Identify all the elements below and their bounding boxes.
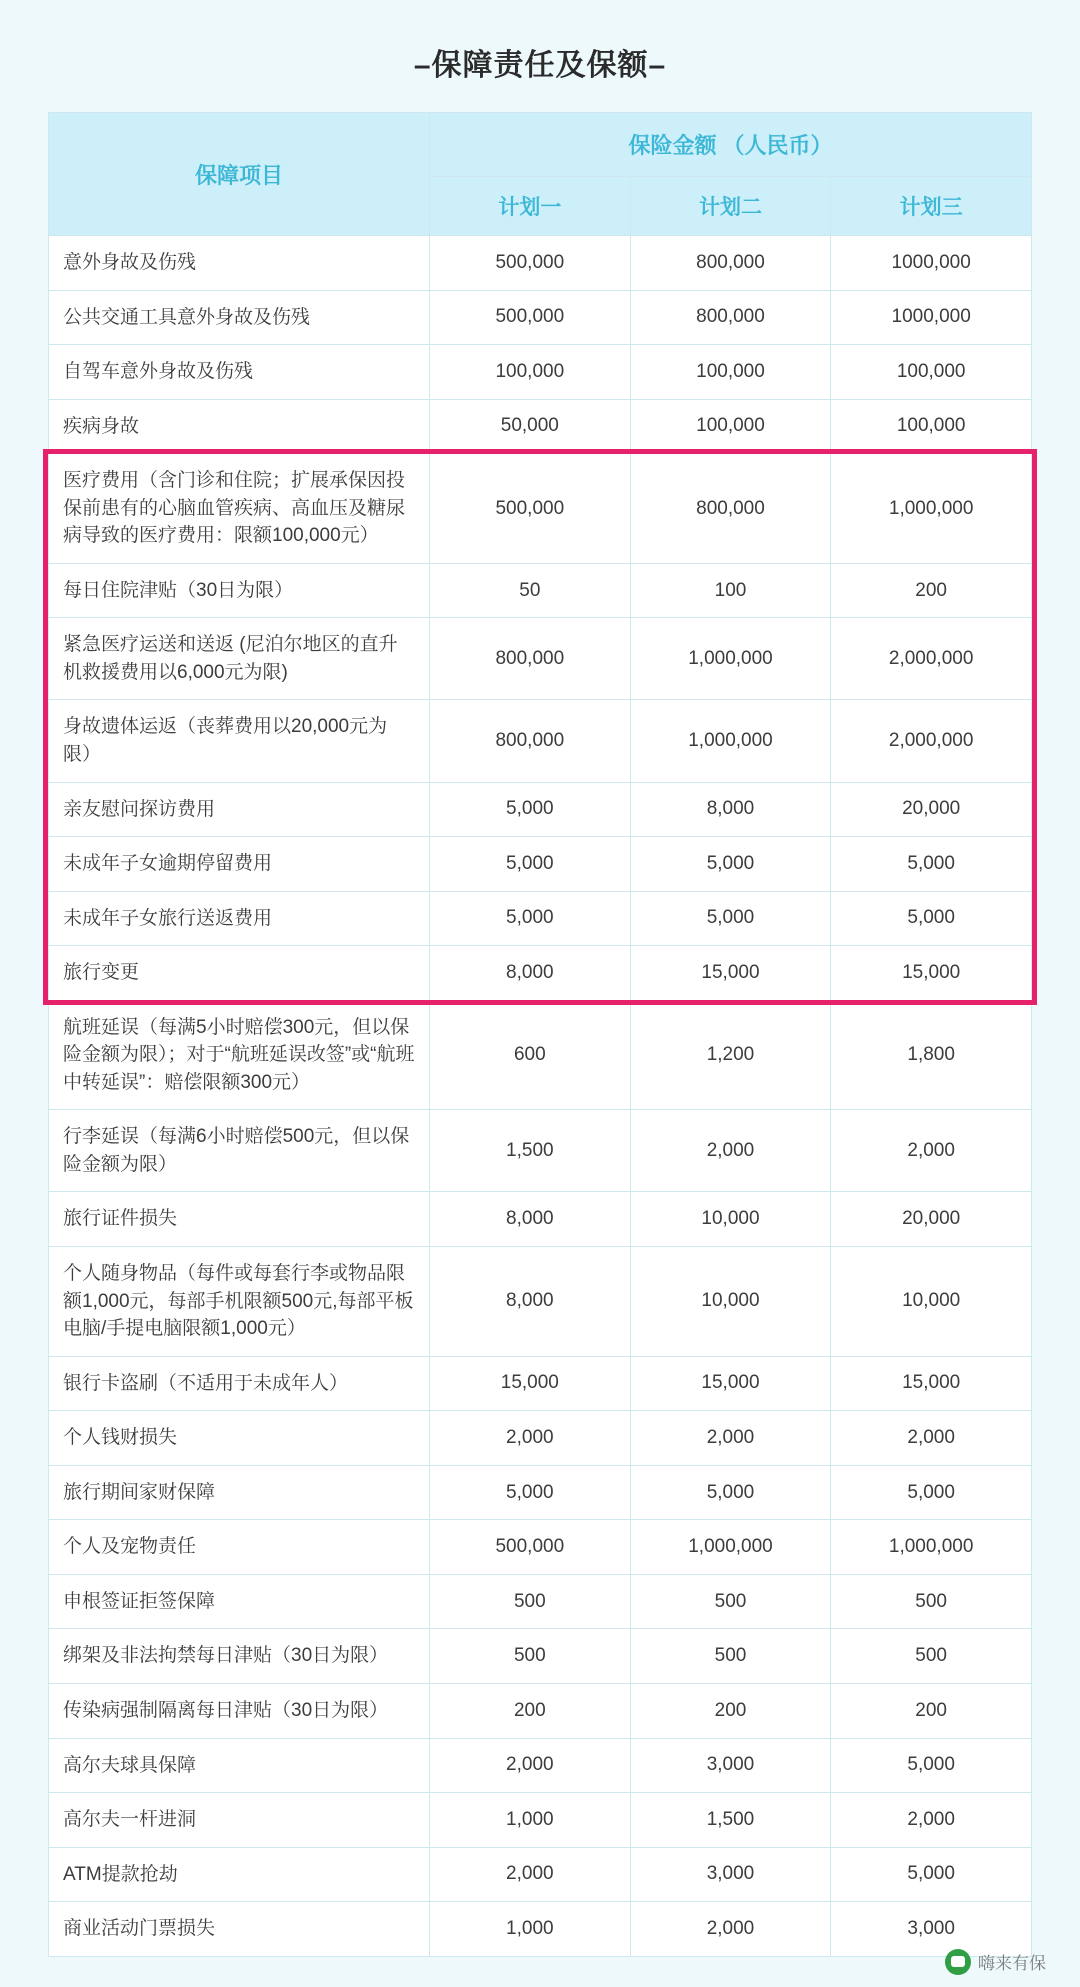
benefit-amount-plan-1: 1,000 (430, 1793, 631, 1848)
benefit-item-label: 个人钱财损失 (49, 1411, 430, 1466)
benefit-amount-plan-1: 800,000 (430, 618, 631, 700)
column-header-plan-3: 计划三 (831, 177, 1032, 236)
benefit-amount-plan-2: 15,000 (630, 946, 831, 1001)
benefit-item-label: 每日住院津贴（30日为限） (49, 563, 430, 618)
table-row (49, 1000, 1032, 1110)
table-row (49, 1683, 1032, 1738)
benefit-amount-plan-2: 15,000 (630, 1356, 831, 1411)
benefit-item-label: 银行卡盗刷（不适用于未成年人） (49, 1356, 430, 1411)
benefit-amount-plan-2: 1,500 (630, 1793, 831, 1848)
benefit-amount-plan-3: 2,000 (831, 1411, 1032, 1466)
benefit-amount-plan-3: 1,800 (831, 1000, 1032, 1110)
benefit-amount-plan-2: 10,000 (630, 1247, 831, 1357)
table-row (49, 1847, 1032, 1902)
benefit-amount-plan-1: 50 (430, 563, 631, 618)
benefit-amount-plan-3: 500 (831, 1629, 1032, 1684)
benefit-amount-plan-2: 100,000 (630, 399, 831, 454)
benefit-amount-plan-3: 500 (831, 1574, 1032, 1629)
benefit-amount-plan-2: 200 (630, 1683, 831, 1738)
benefit-item-label: 紧急医疗运送和送返 (尼泊尔地区的直升机救援费用以6,000元为限) (49, 618, 430, 700)
column-header-amount: 保险金额 （人民币） (430, 113, 1032, 177)
benefit-item-label: 身故遗体运返（丧葬费用以20,000元为限） (49, 700, 430, 782)
table-row (49, 891, 1032, 946)
table-row (49, 1902, 1032, 1957)
benefit-amount-plan-2: 1,000,000 (630, 1520, 831, 1575)
table-row (49, 1793, 1032, 1848)
benefit-amount-plan-2: 800,000 (630, 236, 831, 291)
table-row (49, 1110, 1032, 1192)
benefit-amount-plan-2: 1,000,000 (630, 700, 831, 782)
page-title: –保障责任及保额– (413, 49, 667, 82)
benefit-amount-plan-3: 15,000 (831, 946, 1032, 1001)
benefit-amount-plan-3: 15,000 (831, 1356, 1032, 1411)
benefit-amount-plan-3: 1,000,000 (831, 454, 1032, 564)
benefit-item-label: 疾病身故 (49, 399, 430, 454)
benefit-table (48, 112, 1032, 1957)
benefit-amount-plan-1: 15,000 (430, 1356, 631, 1411)
benefit-amount-plan-3: 20,000 (831, 782, 1032, 837)
benefit-amount-plan-2: 800,000 (630, 454, 831, 564)
benefit-amount-plan-1: 5,000 (430, 1465, 631, 1520)
benefit-item-label: 公共交通工具意外身故及伤残 (49, 290, 430, 345)
benefit-amount-plan-1: 1,500 (430, 1110, 631, 1192)
benefit-amount-plan-1: 500 (430, 1574, 631, 1629)
benefit-amount-plan-3: 200 (831, 1683, 1032, 1738)
benefit-amount-plan-3: 3,000 (831, 1902, 1032, 1957)
table-row (49, 1738, 1032, 1793)
benefit-item-label: 个人随身物品（每件或每套行李或物品限额1,000元，每部手机限额500元,每部平板电脑/手提电脑限额1,000元） (49, 1247, 430, 1357)
benefit-amount-plan-2: 5,000 (630, 891, 831, 946)
benefit-amount-plan-1: 8,000 (430, 946, 631, 1001)
table-row (49, 782, 1032, 837)
table-row (49, 1574, 1032, 1629)
benefit-amount-plan-3: 100,000 (831, 345, 1032, 400)
benefit-amount-plan-1: 500,000 (430, 236, 631, 291)
table-body (49, 236, 1032, 1957)
table-row (49, 454, 1032, 564)
column-header-plan-2: 计划二 (630, 177, 831, 236)
wechat-icon (945, 1949, 971, 1975)
benefit-amount-plan-2: 800,000 (630, 290, 831, 345)
column-header-plan-1: 计划一 (430, 177, 631, 236)
table-row (49, 399, 1032, 454)
benefit-amount-plan-3: 100,000 (831, 399, 1032, 454)
benefit-amount-plan-3: 20,000 (831, 1192, 1032, 1247)
benefit-amount-plan-1: 500,000 (430, 290, 631, 345)
benefit-amount-plan-3: 5,000 (831, 1738, 1032, 1793)
benefit-table-wrapper (48, 112, 1032, 1957)
benefit-item-label: 高尔夫球具保障 (49, 1738, 430, 1793)
table-row (49, 837, 1032, 892)
benefit-amount-plan-1: 800,000 (430, 700, 631, 782)
benefit-amount-plan-1: 2,000 (430, 1738, 631, 1793)
table-row (49, 1520, 1032, 1575)
benefit-item-label: 自驾车意外身故及伤残 (49, 345, 430, 400)
benefit-amount-plan-3: 2,000,000 (831, 618, 1032, 700)
benefit-item-label: 未成年子女逾期停留费用 (49, 837, 430, 892)
benefit-item-label: 申根签证拒签保障 (49, 1574, 430, 1629)
benefit-amount-plan-2: 2,000 (630, 1902, 831, 1957)
benefit-amount-plan-3: 1000,000 (831, 290, 1032, 345)
benefit-item-label: 绑架及非法拘禁每日津贴（30日为限） (49, 1629, 430, 1684)
benefit-amount-plan-2: 10,000 (630, 1192, 831, 1247)
benefit-amount-plan-1: 8,000 (430, 1247, 631, 1357)
table-header (49, 113, 1032, 236)
watermark-label: 嗨来有保 (978, 1954, 1046, 1974)
benefit-amount-plan-2: 500 (630, 1629, 831, 1684)
benefit-amount-plan-1: 200 (430, 1683, 631, 1738)
benefit-amount-plan-3: 5,000 (831, 1847, 1032, 1902)
benefit-amount-plan-2: 100,000 (630, 345, 831, 400)
benefit-amount-plan-1: 2,000 (430, 1411, 631, 1466)
benefit-amount-plan-3: 2,000,000 (831, 700, 1032, 782)
benefit-amount-plan-3: 5,000 (831, 837, 1032, 892)
benefit-amount-plan-2: 3,000 (630, 1738, 831, 1793)
benefit-amount-plan-2: 3,000 (630, 1847, 831, 1902)
benefit-amount-plan-2: 8,000 (630, 782, 831, 837)
table-row (49, 1411, 1032, 1466)
benefit-amount-plan-3: 1,000,000 (831, 1520, 1032, 1575)
benefit-item-label: ATM提款抢劫 (49, 1847, 430, 1902)
benefit-item-label: 旅行变更 (49, 946, 430, 1001)
table-row (49, 618, 1032, 700)
table-row (49, 345, 1032, 400)
table-row (49, 1247, 1032, 1357)
table-row (49, 1629, 1032, 1684)
benefit-amount-plan-1: 500 (430, 1629, 631, 1684)
benefit-amount-plan-1: 1,000 (430, 1902, 631, 1957)
benefit-item-label: 旅行期间家财保障 (49, 1465, 430, 1520)
column-header-item: 保障项目 (49, 113, 430, 236)
benefit-amount-plan-3: 5,000 (831, 1465, 1032, 1520)
benefit-amount-plan-3: 200 (831, 563, 1032, 618)
benefit-amount-plan-2: 1,000,000 (630, 618, 831, 700)
benefit-item-label: 旅行证件损失 (49, 1192, 430, 1247)
benefit-amount-plan-2: 100 (630, 563, 831, 618)
benefit-amount-plan-3: 10,000 (831, 1247, 1032, 1357)
benefit-amount-plan-1: 50,000 (430, 399, 631, 454)
benefit-amount-plan-1: 8,000 (430, 1192, 631, 1247)
benefit-item-label: 未成年子女旅行送返费用 (49, 891, 430, 946)
benefit-amount-plan-2: 5,000 (630, 837, 831, 892)
benefit-amount-plan-3: 1000,000 (831, 236, 1032, 291)
benefit-item-label: 行李延误（每满6小时赔偿500元，但以保险金额为限） (49, 1110, 430, 1192)
benefit-amount-plan-1: 2,000 (430, 1847, 631, 1902)
benefit-item-label: 个人及宠物责任 (49, 1520, 430, 1575)
table-row (49, 1465, 1032, 1520)
table-row (49, 290, 1032, 345)
benefit-amount-plan-2: 2,000 (630, 1411, 831, 1466)
benefit-amount-plan-1: 5,000 (430, 782, 631, 837)
benefit-amount-plan-1: 5,000 (430, 837, 631, 892)
table-row (49, 1356, 1032, 1411)
benefit-amount-plan-3: 2,000 (831, 1793, 1032, 1848)
table-row (49, 236, 1032, 291)
benefit-amount-plan-2: 500 (630, 1574, 831, 1629)
watermark-badge (945, 1949, 1046, 1975)
table-row (49, 1192, 1032, 1247)
benefit-item-label: 亲友慰问探访费用 (49, 782, 430, 837)
benefit-amount-plan-1: 500,000 (430, 454, 631, 564)
benefit-amount-plan-2: 5,000 (630, 1465, 831, 1520)
benefit-item-label: 高尔夫一杆进洞 (49, 1793, 430, 1848)
benefit-amount-plan-1: 600 (430, 1000, 631, 1110)
table-row (49, 946, 1032, 1001)
table-row (49, 563, 1032, 618)
benefit-amount-plan-3: 5,000 (831, 891, 1032, 946)
benefit-amount-plan-1: 5,000 (430, 891, 631, 946)
benefit-amount-plan-1: 100,000 (430, 345, 631, 400)
benefit-amount-plan-1: 500,000 (430, 1520, 631, 1575)
table-header-row-1 (49, 113, 1032, 177)
bottom-spacer (48, 1957, 1032, 1987)
benefit-item-label: 商业活动门票损失 (49, 1902, 430, 1957)
benefit-amount-plan-3: 2,000 (831, 1110, 1032, 1192)
benefit-item-label: 传染病强制隔离每日津贴（30日为限） (49, 1683, 430, 1738)
benefit-amount-plan-2: 2,000 (630, 1110, 831, 1192)
benefit-item-label: 航班延误（每满5小时赔偿300元，但以保险金额为限）；对于“航班延误改签”或“航班中转延误”：赔偿限额300元） (49, 1000, 430, 1110)
table-row (49, 700, 1032, 782)
benefit-item-label: 意外身故及伤残 (49, 236, 430, 291)
benefit-amount-plan-2: 1,200 (630, 1000, 831, 1110)
benefit-item-label: 医疗费用（含门诊和住院；扩展承保因投保前患有的心脑血管疾病、高血压及糖尿病导致的医疗费用：限额100,000元） (49, 454, 430, 564)
